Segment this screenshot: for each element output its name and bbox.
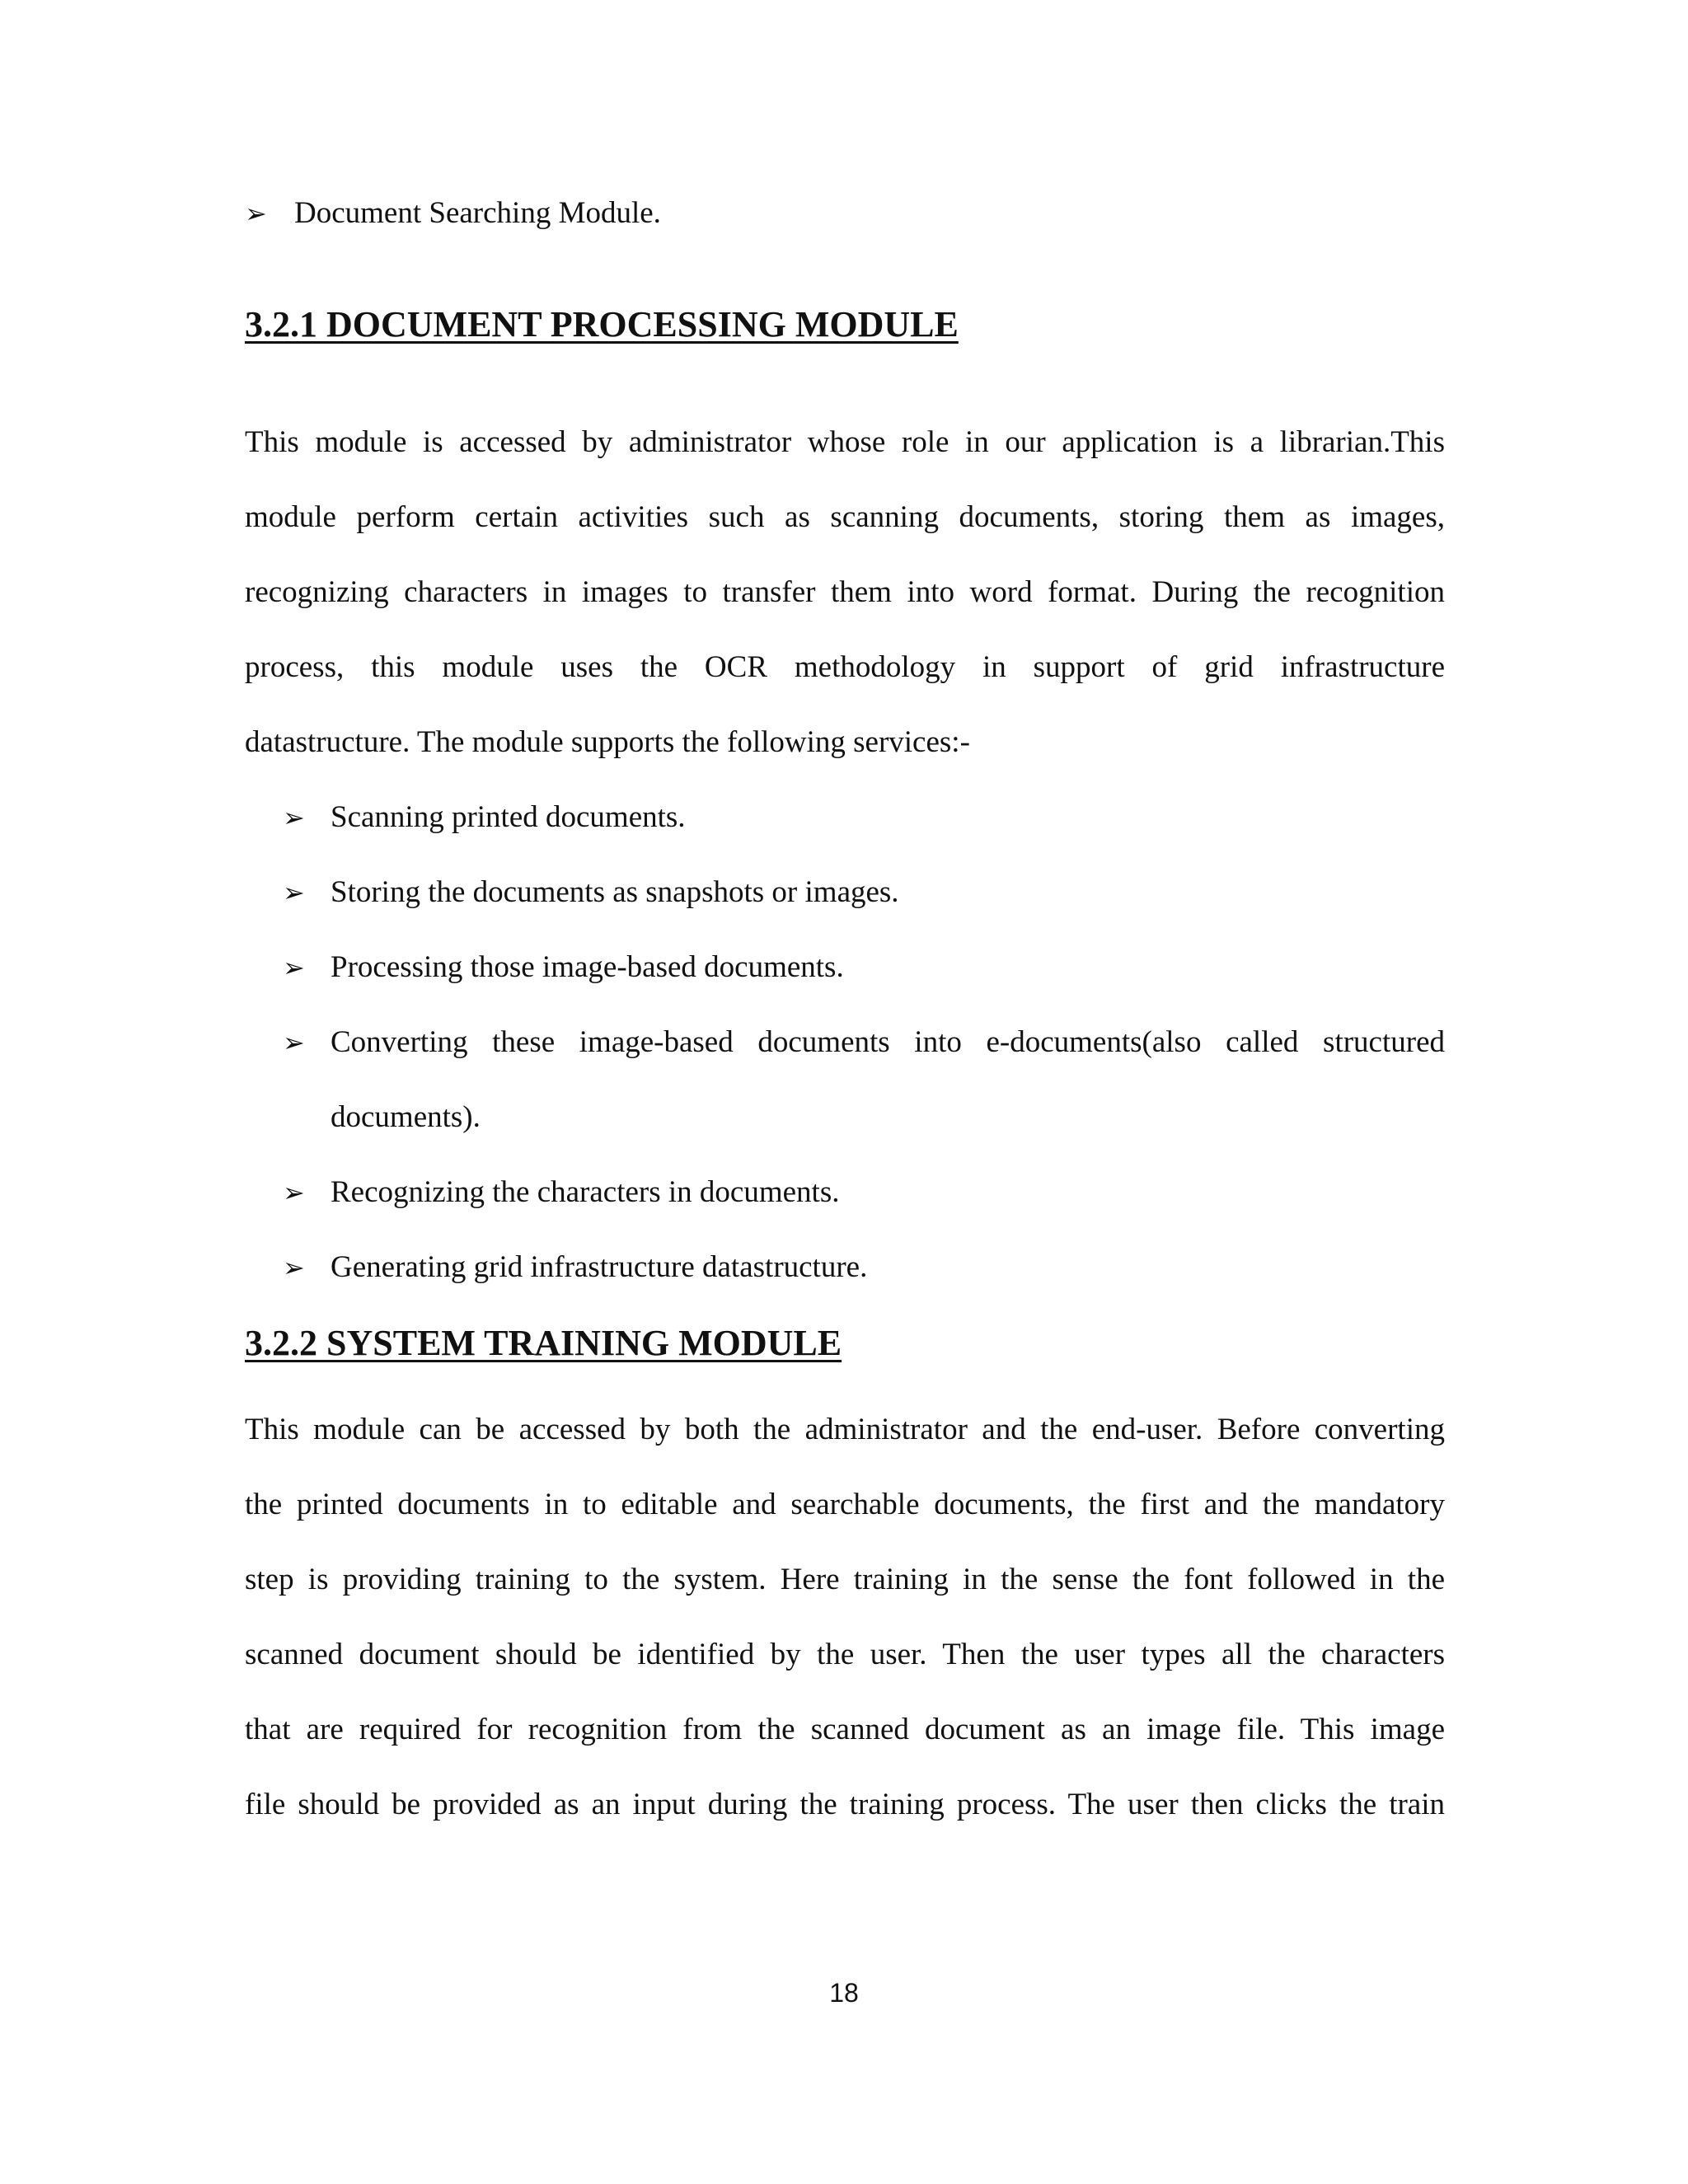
paragraph-line: step is providing training to the system. Here training in the sense the font followed in the bbox=[245, 1563, 1445, 1596]
paragraph-line: file should be provided as an input during the training process. The user then clicks the train bbox=[245, 1788, 1445, 1821]
arrow-bullet-icon: ➢ bbox=[283, 1027, 305, 1058]
list-item-text: Generating grid infrastructure datastructure. bbox=[331, 1250, 868, 1284]
list-item bbox=[283, 855, 1445, 930]
list-item bbox=[283, 780, 1445, 855]
paragraph-line: recognizing characters in images to transfer them into word format. During the recognition bbox=[245, 575, 1445, 609]
arrow-bullet-icon: ➢ bbox=[283, 952, 305, 983]
paragraph-line: that are required for recognition from the scanned document as an image file. This image bbox=[245, 1713, 1445, 1746]
list-item bbox=[283, 1005, 1445, 1155]
top-bullet-text: Document Searching Module. bbox=[294, 196, 661, 230]
paragraph-line: This module can be accessed by both the administrator and the end-user. Before converting bbox=[245, 1413, 1445, 1446]
list-item-text: documents). bbox=[331, 1100, 481, 1134]
section-heading-document-processing: 3.2.1 DOCUMENT PROCESSING MODULE bbox=[245, 304, 959, 344]
paragraph-line: the printed documents in to editable and searchable documents, the first and the mandatory bbox=[245, 1488, 1445, 1521]
arrow-bullet-icon: ➢ bbox=[245, 198, 267, 229]
page-number: 18 bbox=[829, 1978, 859, 2008]
list-item-text: Recognizing the characters in documents. bbox=[331, 1175, 840, 1209]
paragraph-line: process, this module uses the OCR methodology in support of grid infrastructure bbox=[245, 650, 1445, 684]
services-list bbox=[283, 780, 1445, 1305]
list-item-text: Processing those image-based documents. bbox=[331, 950, 844, 984]
list-item-text: Converting these image-based documents into e-documents(also called structured bbox=[331, 1025, 1445, 1059]
section-heading-system-training: 3.2.2 SYSTEM TRAINING MODULE bbox=[245, 1323, 842, 1363]
section-1-paragraph bbox=[245, 405, 1445, 780]
list-item-text: Storing the documents as snapshots or images. bbox=[331, 875, 899, 909]
list-item bbox=[283, 930, 1445, 1005]
list-item bbox=[283, 1230, 1445, 1305]
paragraph-line: datastructure. The module supports the following services:- bbox=[245, 725, 970, 759]
top-bullet-item bbox=[245, 198, 661, 228]
section-2-paragraph bbox=[245, 1392, 1445, 1842]
list-item-text: Scanning printed documents. bbox=[331, 800, 686, 834]
list-item bbox=[283, 1155, 1445, 1230]
arrow-bullet-icon: ➢ bbox=[283, 1252, 305, 1283]
paragraph-line: module perform certain activities such as scanning documents, storing them as images, bbox=[245, 500, 1445, 534]
paragraph-line: scanned document should be identified by the user. Then the user types all the characters bbox=[245, 1638, 1445, 1671]
arrow-bullet-icon: ➢ bbox=[283, 877, 305, 908]
arrow-bullet-icon: ➢ bbox=[283, 1177, 305, 1208]
paragraph-line: This module is accessed by administrator whose role in our application is a librarian.This bbox=[245, 425, 1445, 459]
arrow-bullet-icon: ➢ bbox=[283, 802, 305, 833]
